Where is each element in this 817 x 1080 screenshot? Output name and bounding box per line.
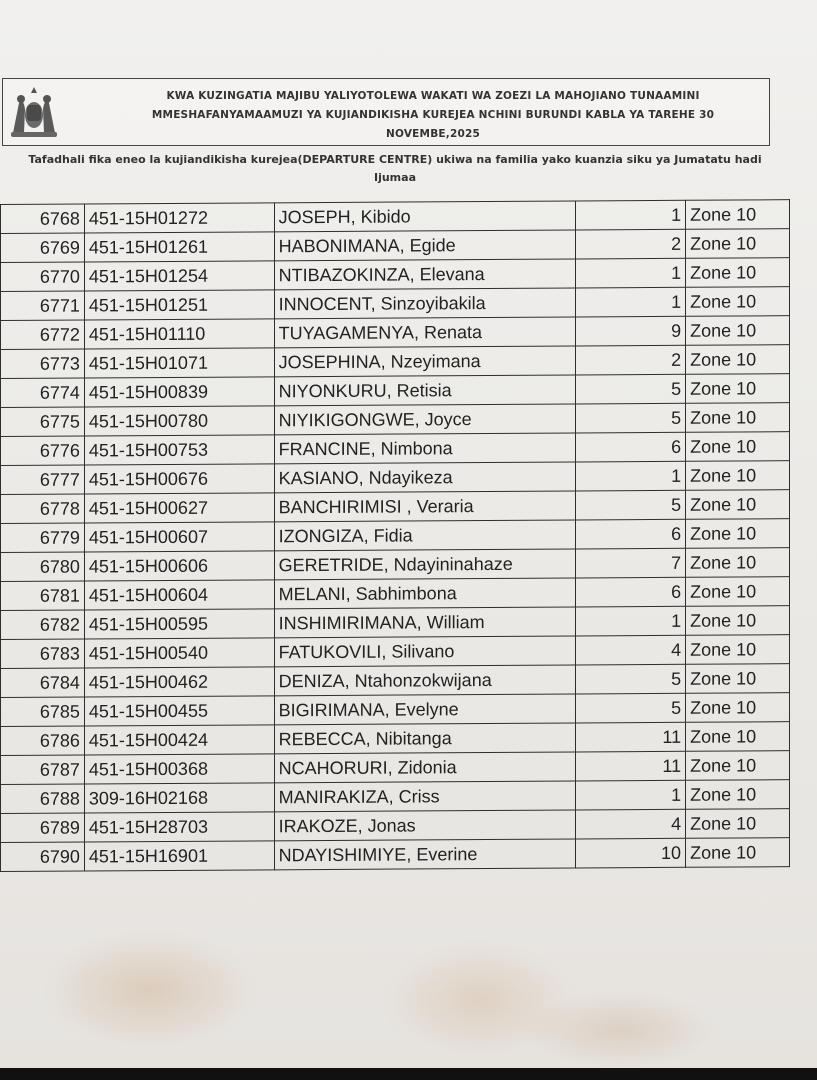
row-number: 6773 xyxy=(1,349,85,379)
notice-text xyxy=(0,148,790,206)
document-header xyxy=(2,78,770,146)
row-number: 6779 xyxy=(1,523,85,553)
family-count: 1 xyxy=(576,780,686,810)
family-count: 1 xyxy=(576,200,686,230)
registration-table xyxy=(0,199,790,872)
family-count: 4 xyxy=(576,809,686,839)
case-id: 451-15H00607 xyxy=(84,522,274,552)
zone-label: Zone 10 xyxy=(686,461,790,491)
family-count: 7 xyxy=(576,548,686,578)
person-name: JOSEPH, Kibido xyxy=(274,201,576,232)
notice-line-2: Ijumaa xyxy=(373,171,416,184)
family-count: 11 xyxy=(576,751,686,781)
row-number: 6769 xyxy=(1,233,85,263)
case-id: 451-15H16901 xyxy=(84,841,274,871)
case-id: 451-15H01272 xyxy=(84,203,274,233)
person-name: BANCHIRIMISI , Veraria xyxy=(274,491,576,522)
family-count: 6 xyxy=(576,519,686,549)
person-name: GERETRIDE, Ndayininahaze xyxy=(274,549,576,580)
person-name: IRAKOZE, Jonas xyxy=(274,810,576,841)
zone-label: Zone 10 xyxy=(686,432,790,462)
zone-label: Zone 10 xyxy=(686,403,790,433)
person-name: FRANCINE, Nimbona xyxy=(274,433,576,464)
case-id: 451-15H00753 xyxy=(84,435,274,465)
case-id: 451-15H00606 xyxy=(84,551,274,581)
person-name: TUYAGAMENYA, Renata xyxy=(274,317,576,348)
person-name: INNOCENT, Sinzoyibakila xyxy=(274,288,576,319)
case-id: 451-15H00627 xyxy=(84,493,274,523)
row-number: 6786 xyxy=(1,726,85,756)
row-number: 6789 xyxy=(1,813,85,843)
case-id: 451-15H00839 xyxy=(84,377,274,407)
person-name: REBECCA, Nibitanga xyxy=(274,723,576,754)
header-line-3: NOVEMBE,2025 xyxy=(386,128,480,140)
stain xyxy=(520,990,720,1070)
zone-label: Zone 10 xyxy=(686,577,790,607)
family-count: 1 xyxy=(576,258,686,288)
row-number: 6775 xyxy=(1,407,85,437)
zone-label: Zone 10 xyxy=(686,751,790,781)
case-id: 451-15H00780 xyxy=(84,406,274,436)
zone-label: Zone 10 xyxy=(686,780,790,810)
zone-label: Zone 10 xyxy=(686,316,790,346)
case-id: 451-15H00604 xyxy=(84,580,274,610)
person-name: NCAHORURI, Zidonia xyxy=(274,752,576,783)
case-id: 451-15H01110 xyxy=(84,319,274,349)
case-id: 451-15H01254 xyxy=(84,261,274,291)
person-name: INSHIMIRIMANA, William xyxy=(274,607,576,638)
zone-label: Zone 10 xyxy=(686,809,790,839)
case-id: 451-15H00455 xyxy=(84,696,274,726)
person-name: NIYONKURU, Retisia xyxy=(274,375,576,406)
family-count: 2 xyxy=(576,229,686,259)
zone-label: Zone 10 xyxy=(686,374,790,404)
family-count: 5 xyxy=(576,403,686,433)
family-count: 9 xyxy=(576,316,686,346)
zone-label: Zone 10 xyxy=(686,606,790,636)
row-number: 6787 xyxy=(1,755,85,785)
case-id: 451-15H00540 xyxy=(84,638,274,668)
case-id: 451-15H01071 xyxy=(84,348,274,378)
notice-line-1: Tafadhali fika eneo la kujiandikisha kurejea(DEPARTURE CENTRE) ukiwa na familia yako kuanzia siku ya Jumatatu hadi xyxy=(28,153,762,166)
row-number: 6784 xyxy=(1,668,85,698)
row-number: 6780 xyxy=(1,552,85,582)
family-count: 6 xyxy=(576,432,686,462)
family-count: 5 xyxy=(576,374,686,404)
person-name: NDAYISHIMIYE, Everine xyxy=(274,839,576,870)
family-count: 1 xyxy=(576,606,686,636)
case-id: 451-15H00368 xyxy=(84,754,274,784)
row-number: 6782 xyxy=(1,610,85,640)
family-count: 4 xyxy=(576,635,686,665)
case-id: 451-15H28703 xyxy=(84,812,274,842)
row-number: 6783 xyxy=(1,639,85,669)
row-number: 6772 xyxy=(1,320,85,350)
person-name: KASIANO, Ndayikeza xyxy=(274,462,576,493)
person-name: BIGIRIMANA, Evelyne xyxy=(274,694,576,725)
row-number: 6776 xyxy=(1,436,85,466)
family-count: 5 xyxy=(576,693,686,723)
zone-label: Zone 10 xyxy=(686,287,790,317)
zone-label: Zone 10 xyxy=(686,229,790,259)
case-id: 451-15H00462 xyxy=(84,667,274,697)
bottom-bar xyxy=(0,1068,817,1080)
family-count: 11 xyxy=(576,722,686,752)
zone-label: Zone 10 xyxy=(686,200,790,230)
zone-label: Zone 10 xyxy=(686,548,790,578)
zone-label: Zone 10 xyxy=(686,258,790,288)
zone-label: Zone 10 xyxy=(686,838,790,868)
row-number: 6778 xyxy=(1,494,85,524)
person-name: MANIRAKIZA, Criss xyxy=(274,781,576,812)
case-id: 451-15H00595 xyxy=(84,609,274,639)
person-name: MELANI, Sabhimbona xyxy=(274,578,576,609)
person-name: DENIZA, Ntahonzokwijana xyxy=(274,665,576,696)
family-count: 1 xyxy=(576,461,686,491)
row-number: 6781 xyxy=(1,581,85,611)
family-count: 5 xyxy=(576,664,686,694)
family-count: 2 xyxy=(576,345,686,375)
zone-label: Zone 10 xyxy=(686,693,790,723)
row-number: 6768 xyxy=(1,204,85,234)
row-number: 6774 xyxy=(1,378,85,408)
header-line-2: MMESHAFANYAMAAMUZI YA KUJIANDIKISHA KUREJEA NCHINI BURUNDI KABLA YA TAREHE 30 xyxy=(151,109,715,121)
zone-label: Zone 10 xyxy=(686,490,790,520)
person-name: JOSEPHINA, Nzeyimana xyxy=(274,346,576,377)
row-number: 6771 xyxy=(1,291,85,321)
person-name: NTIBAZOKINZA, Elevana xyxy=(274,259,576,290)
zone-label: Zone 10 xyxy=(686,345,790,375)
case-id: 451-15H01251 xyxy=(84,290,274,320)
person-name: NIYIKIGONGWE, Joyce xyxy=(274,404,576,435)
case-id: 451-15H00676 xyxy=(84,464,274,494)
person-name: HABONIMANA, Egide xyxy=(274,230,576,261)
family-count: 10 xyxy=(576,838,686,868)
family-count: 1 xyxy=(576,287,686,317)
header-line-1: KWA KUZINGATIA MAJIBU YALIYOTOLEWA WAKATI WA ZOEZI LA MAHOJIANO TUNAAMINI xyxy=(166,90,700,102)
zone-label: Zone 10 xyxy=(686,635,790,665)
person-name: FATUKOVILI, Silivano xyxy=(274,636,576,667)
zone-label: Zone 10 xyxy=(686,519,790,549)
row-number: 6777 xyxy=(1,465,85,495)
table-row xyxy=(1,838,790,872)
row-number: 6788 xyxy=(1,784,85,814)
case-id: 309-16H02168 xyxy=(84,783,274,813)
family-count: 6 xyxy=(576,577,686,607)
row-number: 6770 xyxy=(1,262,85,292)
stain xyxy=(40,930,260,1050)
case-id: 451-15H01261 xyxy=(84,232,274,262)
row-number: 6790 xyxy=(1,842,85,872)
person-name: IZONGIZA, Fidia xyxy=(274,520,576,551)
family-count: 5 xyxy=(576,490,686,520)
zone-label: Zone 10 xyxy=(686,664,790,694)
coat-of-arms-icon xyxy=(5,85,63,139)
case-id: 451-15H00424 xyxy=(84,725,274,755)
row-number: 6785 xyxy=(1,697,85,727)
zone-label: Zone 10 xyxy=(686,722,790,752)
